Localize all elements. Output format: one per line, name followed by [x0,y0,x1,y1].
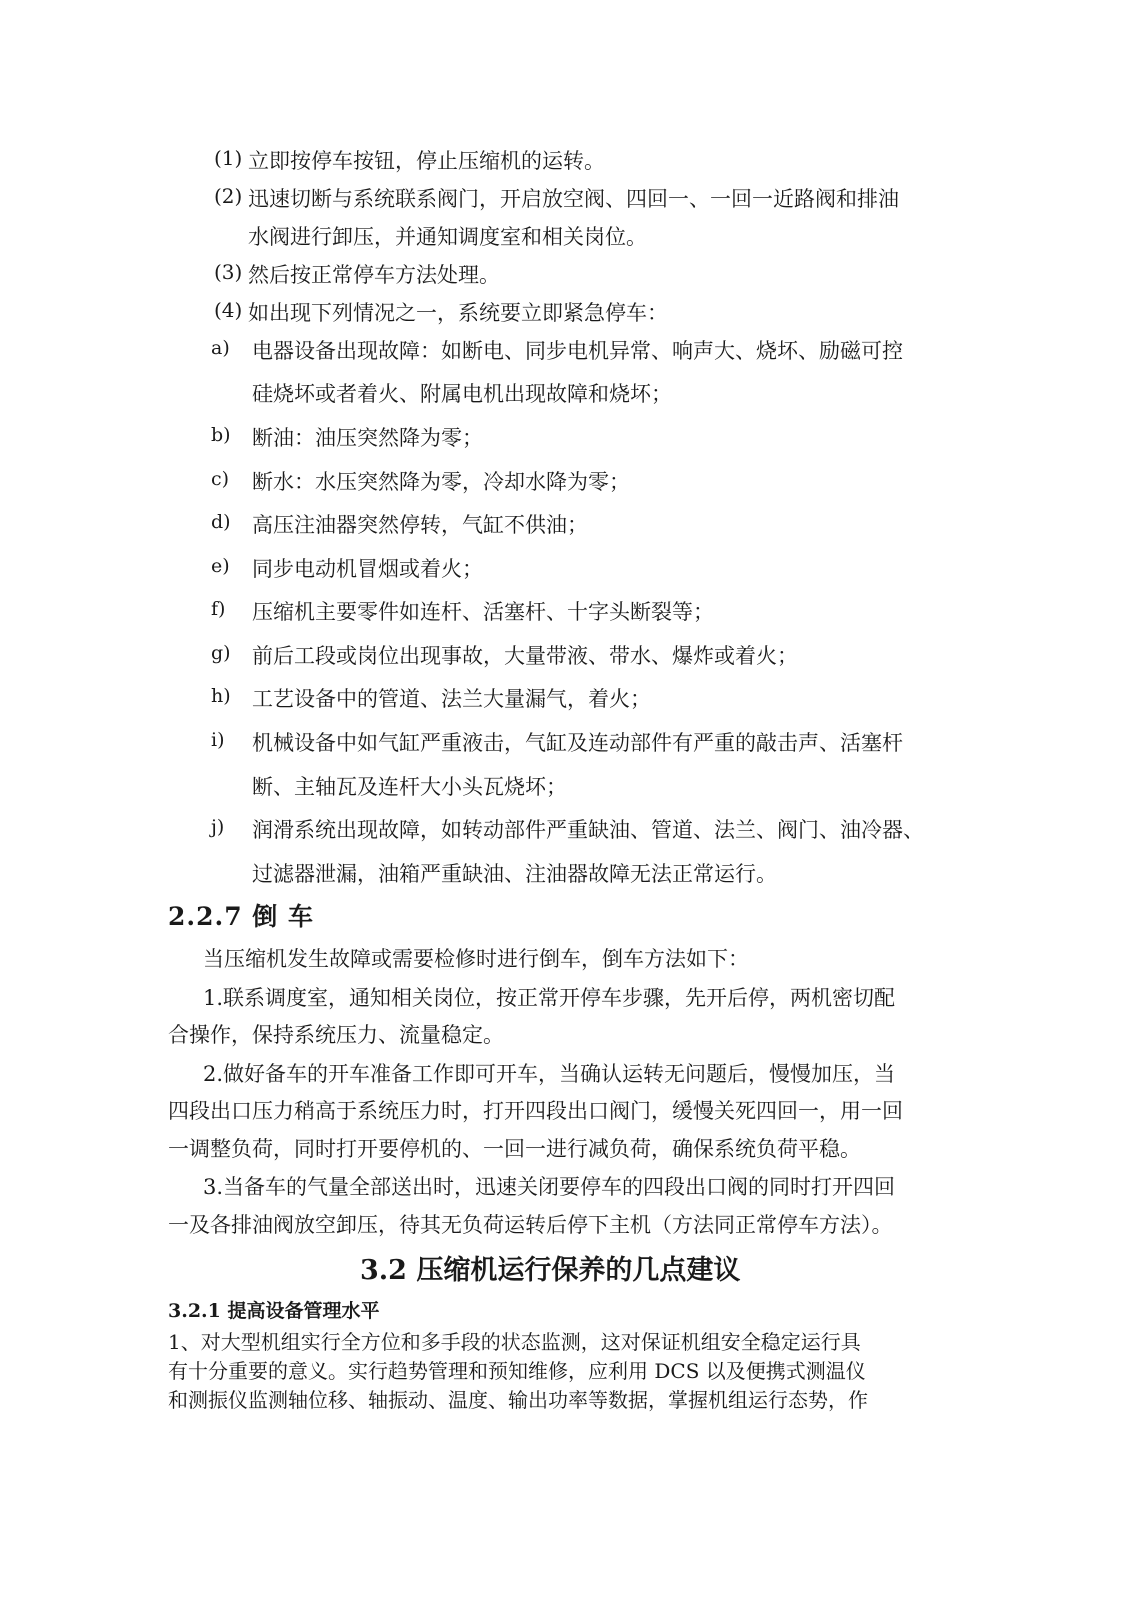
step-2-continuation: 水阀进行卸压，并通知调度室和相关岗位。 [248,225,647,249]
condition-d-letter: d) [211,511,231,533]
condition-e-text: 同步电动机冒烟或着火； [252,557,483,581]
paragraph-2-line-3: 一调整负荷，同时打开要停机的、一回一进行减负荷，确保系统负荷平稳。 [168,1137,861,1161]
condition-d-text: 高压注油器突然停转，气缸不供油； [252,513,588,537]
condition-e-letter: e) [211,555,230,577]
paragraph-3-line-1: 3.当备车的气量全部送出时，迅速关闭要停车的四段出口阀的同时打开四回 [203,1175,896,1199]
step-4-text: 如出现下列情况之一，系统要立即紧急停车： [248,301,668,325]
condition-f-letter: f) [211,598,226,620]
step-3-text: 然后按正常停车方法处理。 [248,263,500,287]
condition-f-text: 压缩机主要零件如连杆、活塞杆、十字头断裂等； [252,600,714,624]
subsection-heading: 3.2.1 提高设备管理水平 [168,1300,380,1322]
chapter-heading: 3.2 压缩机运行保养的几点建议 [360,1255,741,1286]
condition-g-text: 前后工段或岗位出现事故，大量带液、带水、爆炸或着火； [252,644,798,668]
condition-a-continuation: 硅烧坏或者着火、附属电机出现故障和烧坏； [252,382,672,406]
condition-i-text: 机械设备中如气缸严重液击，气缸及连动部件有严重的敲击声、活塞杆 [252,731,903,755]
condition-c-text: 断水：水压突然降为零，冷却水降为零； [252,470,630,494]
condition-j-letter: j) [211,816,225,838]
body-line-2: 有十分重要的意义。实行趋势管理和预知维修，应利用 DCS 以及便携式测温仪 [168,1359,866,1383]
condition-b-letter: b) [211,424,231,446]
section-intro: 当压缩机发生故障或需要检修时进行倒车，倒车方法如下： [203,947,749,971]
condition-h-text: 工艺设备中的管道、法兰大量漏气，着火； [252,687,651,711]
condition-i-letter: i) [211,729,225,751]
step-1-text: 立即按停车按钮，停止压缩机的运转。 [248,149,605,173]
condition-j-text: 润滑系统出现故障，如转动部件严重缺油、管道、法兰、阀门、油冷器、 [252,818,924,842]
condition-a-text: 电器设备出现故障：如断电、同步电机异常、响声大、烧坏、励磁可控 [252,339,903,363]
paragraph-2-line-2: 四段出口压力稍高于系统压力时，打开四段出口阀门，缓慢关死四回一，用一回 [168,1099,903,1123]
condition-g-letter: g) [211,642,231,664]
body-line-3: 和测振仪监测轴位移、轴振动、温度、输出功率等数据，掌握机组运行态势，作 [168,1388,868,1412]
body-line-1: 1、对大型机组实行全方位和多手段的状态监测，这对保证机组安全稳定运行具 [168,1330,861,1354]
paragraph-3-line-2: 一及各排油阀放空卸压，待其无负荷运转后停下主机（方法同正常停车方法）。 [168,1213,893,1237]
step-3-number: (3) [214,260,243,284]
paragraph-2-line-1: 2.做好备车的开车准备工作即可开车，当确认运转无问题后，慢慢加压，当 [203,1062,896,1086]
condition-i-continuation: 断、主轴瓦及连杆大小头瓦烧坏； [252,775,567,799]
step-2-number: (2) [214,184,243,208]
condition-c-letter: c) [211,468,230,490]
paragraph-1-line-2: 合操作，保持系统压力、流量稳定。 [168,1023,504,1047]
condition-j-continuation: 过滤器泄漏，油箱严重缺油、注油器故障无法正常运行。 [252,862,777,886]
step-1-number: (1) [214,146,243,170]
section-heading: 2.2.7 倒 车 [168,902,314,931]
condition-a-letter: a) [211,337,230,359]
step-2-text: 迅速切断与系统联系阀门，开启放空阀、四回一、一回一近路阀和排油 [248,187,899,211]
condition-b-text: 断油：油压突然降为零； [252,426,483,450]
paragraph-1-line-1: 1.联系调度室，通知相关岗位，按正常开停车步骤，先开后停，两机密切配 [203,986,896,1010]
condition-h-letter: h) [211,685,231,707]
step-4-number: (4) [214,298,243,322]
